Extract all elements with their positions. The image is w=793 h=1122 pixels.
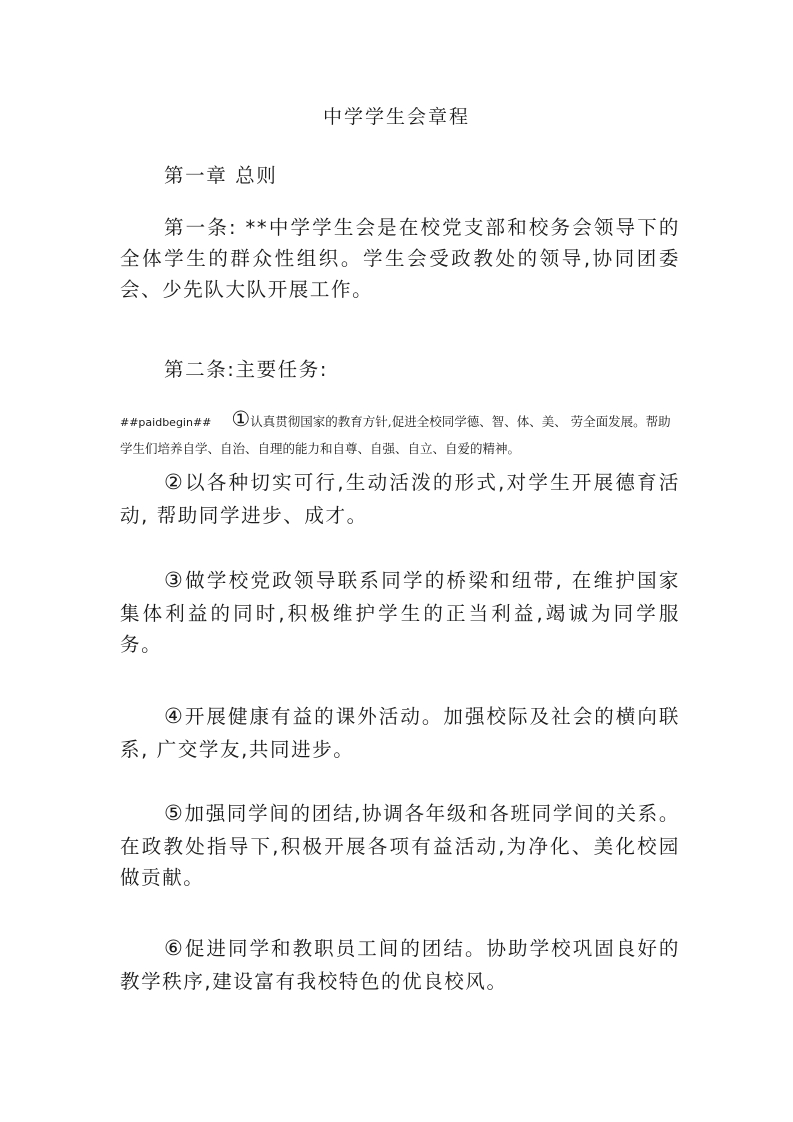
document-title: 中学学生会章程 (322, 106, 470, 128)
task-5 (120, 797, 680, 893)
task-text: 以各种切实可行,生动活泼的形式,对学生开展德育活动, 帮助同学进步、成才。 (120, 471, 680, 527)
task-3 (120, 564, 680, 660)
task-text: 开展健康有益的课外活动。加强校际及社会的横向联系, 广交学友,共同进步。 (120, 705, 680, 761)
task-text: 做学校党政领导联系同学的桥梁和纽带, 在维护国家集体利益的同时,积极维护学生的正当利益,竭诚为同学服务。 (120, 569, 680, 656)
task-text: 认真贯彻国家的教育方针,促进全校同学德、智、体、美、 劳全面发展。帮助学生们培养自学、自治、自理的能力和自尊、自强、自立、自爱的精神。 (120, 414, 671, 456)
task-number: ③ (164, 568, 186, 592)
task-1 (120, 402, 680, 459)
task-number: ⑥ (164, 936, 185, 960)
task-6 (120, 932, 680, 997)
article-2-heading: 第二条:主要任务: (164, 358, 329, 381)
paid-marker: ##paidbegin## (120, 416, 212, 429)
task-number: ④ (164, 704, 185, 728)
article-1: 第一条: **中学学生会是在校党支部和校务会领导下的全体学生的群众性组织。学生会受政教处的领导,协同团委会、少先队大队开展工作。 (120, 216, 680, 302)
task-number: ⑤ (164, 801, 185, 825)
task-number: ① (231, 407, 251, 431)
task-4 (120, 700, 680, 765)
task-number: ② (164, 470, 186, 494)
chapter-heading: 第一章 总则 (164, 164, 278, 187)
task-text: 促进同学和教职员工间的团结。协助学校巩固良好的教学秩序,建设富有我校特色的优良校风。 (120, 937, 680, 993)
task-text: 加强同学间的团结,协调各年级和各班同学间的关系。在政教处指导下,积极开展各项有益活动,为净化、美化校园做贡献。 (120, 802, 680, 889)
task-2 (120, 466, 680, 531)
